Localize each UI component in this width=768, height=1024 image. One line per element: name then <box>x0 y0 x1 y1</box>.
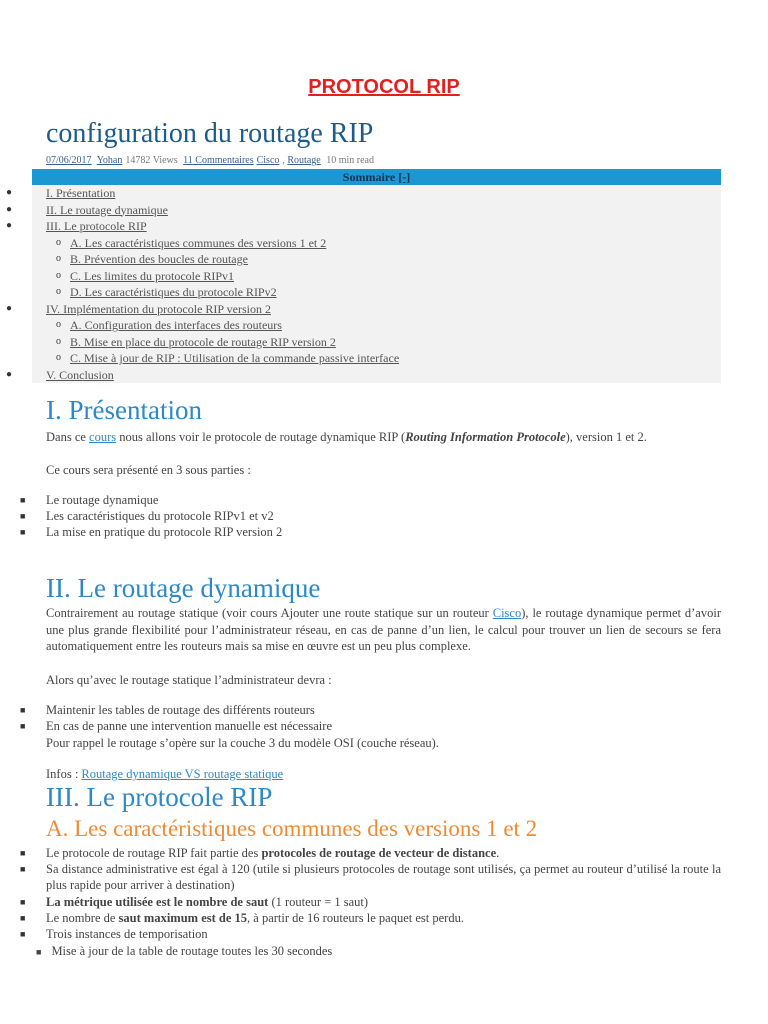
category-link-cisco[interactable]: Cisco <box>256 155 280 166</box>
list-item: ■ Sa distance administrative est égal à 120 (utile si plusieurs protocoles de routage sont utilisés, ça permet au routeur d’utilisé la route la plus rapide pour arriver à destination) <box>20 862 721 893</box>
read-time: 10 min read <box>326 155 374 166</box>
toc-item[interactable]: ● II. Le routage dynamique <box>6 202 168 217</box>
circle-bullet-icon: o <box>56 335 61 347</box>
toc-subitem[interactable]: o B. Prévention des boucles de routage <box>56 252 248 266</box>
square-bullet-icon: ■ <box>20 864 26 875</box>
square-bullet-icon: ■ <box>20 527 26 538</box>
bullet-icon: ● <box>6 368 13 380</box>
list-item: ■ Trois instances de temporisation <box>20 927 208 942</box>
toc-header <box>32 169 721 185</box>
square-bullet-icon: ■ <box>20 929 26 940</box>
comments-link[interactable]: 11 Commentaires <box>183 155 254 166</box>
bullet-icon: ● <box>6 203 13 215</box>
bullet-icon: ● <box>6 187 13 198</box>
square-bullet-icon: ■ <box>20 912 26 923</box>
category-link-routage[interactable]: Routage <box>287 155 321 166</box>
toc-subitem[interactable]: o C. Mise à jour de RIP : Utilisation de la commande passive interface <box>56 351 400 365</box>
list-item: ■ Les caractéristiques du protocole RIPv1 et v2 <box>20 509 274 524</box>
routage-intro-line: Alors qu’avec le routage statique l’administrateur devra : <box>46 673 332 687</box>
toc-item[interactable]: ● III. Le protocole RIP <box>6 219 147 233</box>
list-item: ■ Maintenir les tables de routage des différents routeurs <box>20 703 315 717</box>
sub-list-item: ■ Mise à jour de la table de routage toutes les 30 secondes <box>36 944 333 958</box>
toc-title: Sommaire <box>342 170 396 184</box>
post-date-link[interactable]: 07/06/2017 <box>46 155 92 166</box>
document-title: PROTOCOL RIP <box>308 76 460 98</box>
circle-bullet-icon: o <box>56 236 61 248</box>
toc-item[interactable]: ● IV. Implémentation du protocole RIP version 2 <box>6 301 271 316</box>
toc-subitem[interactable]: o A. Les caractéristiques communes des versions 1 et 2 <box>56 235 327 250</box>
presentation-paragraph: Dans ce cours nous allons voir le protocole de routage dynamique RIP (Routing Information Protocole), version 1 et 2. <box>46 430 647 444</box>
infos-link[interactable]: Routage dynamique VS routage statique <box>81 767 284 781</box>
circle-bullet-icon: o <box>56 253 61 264</box>
square-bullet-icon: ■ <box>20 511 26 522</box>
section-heading-presentation: I. Présentation <box>46 395 202 425</box>
post-title: configuration du routage RIP <box>46 118 374 149</box>
author-link[interactable]: Yohan <box>96 155 123 166</box>
subsection-heading-caracteristiques: A. Les caractéristiques communes des versions 1 et 2 <box>46 816 538 841</box>
toc-subitem[interactable]: o B. Mise en place du protocole de routage RIP version 2 <box>56 334 336 349</box>
toc-subitem[interactable]: o D. Les caractéristiques du protocole RIPv2 <box>56 285 277 299</box>
presentation-intro-line: Ce cours sera présenté en 3 sous parties : <box>46 463 251 477</box>
circle-bullet-icon: o <box>56 269 61 281</box>
square-bullet-icon: ■ <box>20 705 26 715</box>
bullet-icon: ● <box>6 220 13 231</box>
section-heading-rip: III. Le protocole RIP <box>46 782 273 812</box>
circle-bullet-icon: o <box>56 286 61 297</box>
list-item: ■ Le nombre de saut maximum est de 15, à partir de 16 routeurs le paquet est perdu. <box>20 910 464 925</box>
list-item: ■ Le routage dynamique <box>20 493 159 507</box>
bullet-icon: ● <box>6 302 13 314</box>
toc-subitem[interactable]: o C. Les limites du protocole RIPv1 <box>56 268 234 283</box>
rip-bullet-list <box>20 845 721 942</box>
routage-osi-line: Pour rappel le routage s’opère sur la couche 3 du modèle OSI (couche réseau). <box>46 736 439 750</box>
toc-item[interactable]: ● V. Conclusion <box>6 367 114 382</box>
list-item: ■ Le protocole de routage RIP fait partie des protocoles de routage de vecteur de distance. <box>20 846 500 860</box>
toc-list <box>6 185 721 383</box>
presentation-bullet-list <box>20 492 721 541</box>
square-bullet-icon: ■ <box>36 947 42 957</box>
table-of-contents <box>6 169 721 383</box>
square-bullet-icon: ■ <box>20 721 26 732</box>
circle-bullet-icon: o <box>56 352 61 363</box>
square-bullet-icon: ■ <box>20 896 26 907</box>
routage-paragraph: Contrairement au routage statique (voir cours Ajouter une route statique sur un routeur Cisco), le routage dynamique permet d’avoir une plus grande flexibilité pour l’administrateur réseau, en cas de panne d’un lien, le calcul pour trouver un lien de secours se fera automatiquement entre les routeurs mais sa mise en œuvre est un peu plus complexe. <box>46 606 721 653</box>
square-bullet-icon: ■ <box>20 495 26 505</box>
list-item: ■ La métrique utilisée est le nombre de saut (1 routeur = 1 saut) <box>20 894 369 909</box>
post-meta: 07/06/2017 Yohan 14782 Views 11 Commentaires Cisco , Routage 10 min read <box>46 155 374 166</box>
views-count: 14782 Views <box>125 155 178 166</box>
cours-link[interactable]: cours <box>89 430 117 444</box>
cisco-link[interactable]: Cisco <box>492 606 522 620</box>
square-bullet-icon: ■ <box>20 848 26 858</box>
routage-bullet-list <box>20 702 721 734</box>
routage-infos-line: Infos : Routage dynamique VS routage statique <box>46 767 284 781</box>
list-item: ■ La mise en pratique du protocole RIP version 2 <box>20 525 283 540</box>
toc-toggle-button[interactable]: [-] <box>398 170 411 184</box>
list-item: ■ En cas de panne une intervention manuelle est nécessaire <box>20 719 332 734</box>
toc-item[interactable]: ● I. Présentation <box>6 186 116 200</box>
section-heading-routage: II. Le routage dynamique <box>46 573 321 603</box>
circle-bullet-icon: o <box>56 319 61 330</box>
toc-subitem[interactable]: o A. Configuration des interfaces des routeurs <box>56 318 282 332</box>
